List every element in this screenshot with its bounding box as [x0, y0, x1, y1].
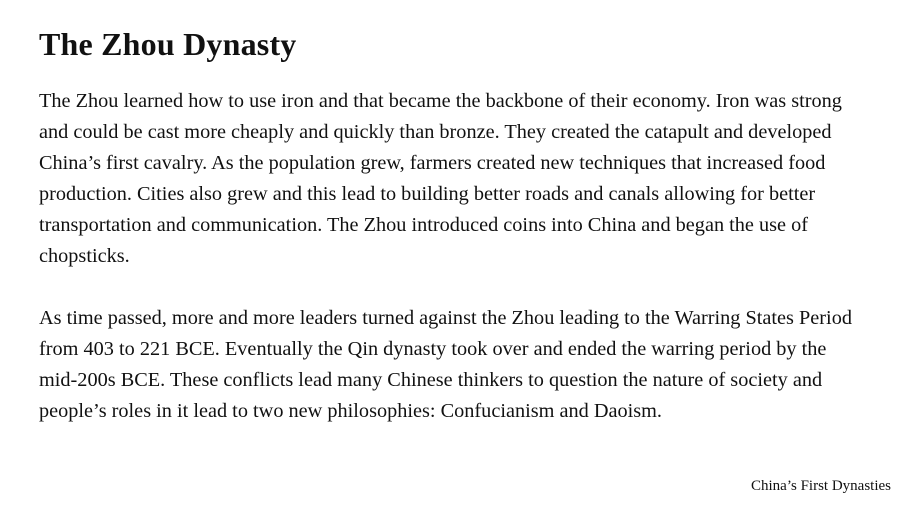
paragraph-spacer: [39, 272, 869, 303]
paragraph-iron-economy: The Zhou learned how to use iron and that became the backbone of their economy. Iron was strong and could be cast more cheaply and quickly than bronze. They created the catapult and developed China’s first cavalry. As the population grew, farmers created new techniques that increased food production. Cities also grew and this lead to building better roads and canals allowing for better transportation and communication. The Zhou introduced coins into China and began the use of chopsticks.: [39, 90, 842, 267]
slide-title: The Zhou Dynasty: [39, 26, 297, 62]
slide-body: [39, 86, 869, 427]
paragraph-warring-states: As time passed, more and more leaders turned against the Zhou leading to the Warring States Period from 403 to 221 BCE. Eventually the Qin dynasty took over and ended the warring period by the mid-200s BCE. These conflicts lead many Chinese thinkers to question the nature of society and people’s roles in it lead to two new philosophies: Confucianism and Daoism.: [39, 307, 852, 422]
slide-footer: China’s First Dynasties: [750, 478, 891, 494]
